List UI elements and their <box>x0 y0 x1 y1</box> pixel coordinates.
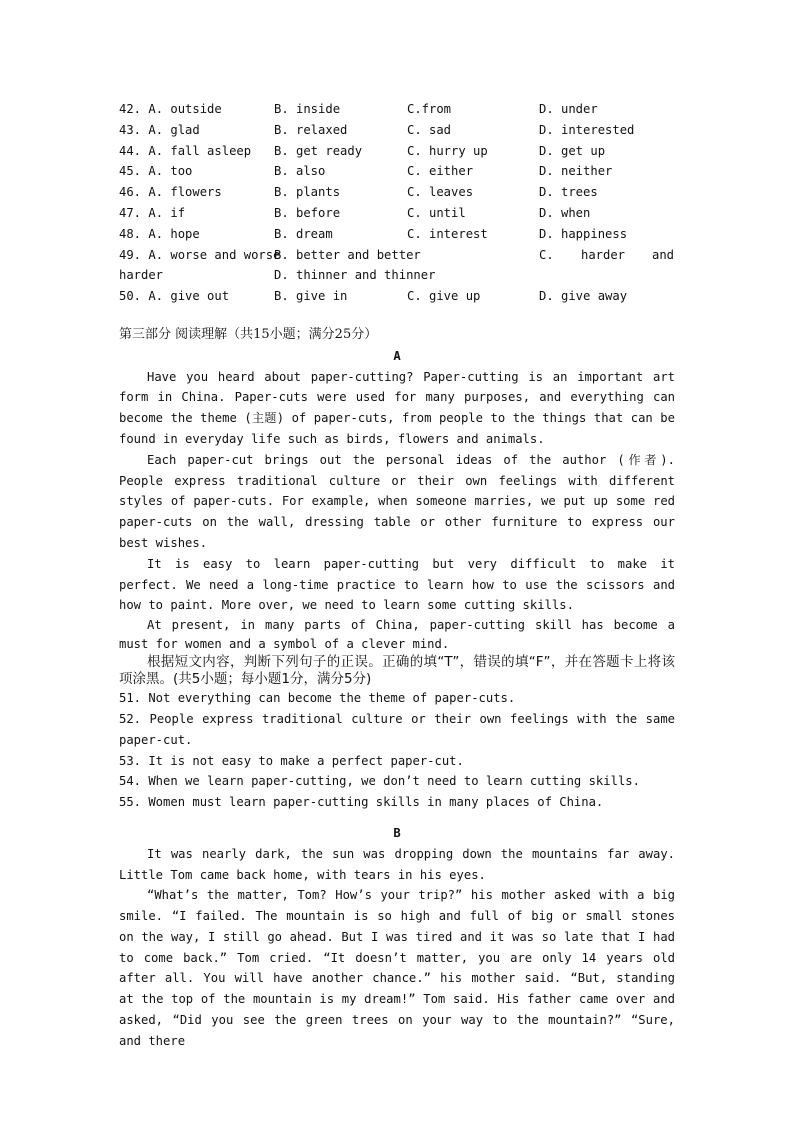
options-table <box>119 99 675 307</box>
passage-a-label: A <box>393 348 401 363</box>
option-d: D. neither <box>539 164 613 179</box>
passage-b-label: B <box>393 825 401 840</box>
option-b: B. inside <box>274 102 341 116</box>
option-d: D. thinner and thinner <box>274 268 436 283</box>
option-c: C. sad <box>407 122 452 137</box>
passage-a-paragraph: At present, in many parts of China, paper-cutting skill has become a must for women and a symbol of a clever mind. <box>119 618 675 652</box>
question-53: 53. It is not easy to make a perfect paper-cut. <box>119 753 464 768</box>
option-c: C. <box>539 247 554 262</box>
option-a: 43. A. glad <box>119 122 200 137</box>
option-c-continued: harder <box>119 268 164 283</box>
option-a: 48. A. hope <box>119 226 200 241</box>
option-b: B. dream <box>274 226 333 241</box>
option-c-text: harder <box>581 247 626 262</box>
option-d: D. interested <box>539 122 635 137</box>
instructions: 根据短文内容，判断下列句子的正误。正确的填“T”，错误的填“F”，并在答题卡上将该项涂黑。(共5小题；每小题1分，满分5分) <box>119 654 675 688</box>
option-row-43 <box>119 120 675 141</box>
option-row-42 <box>119 99 675 120</box>
option-c: C. hurry up <box>407 143 488 158</box>
option-d: D. when <box>539 205 591 220</box>
option-a: 46. A. flowers <box>119 185 222 200</box>
option-c: C. give up <box>407 289 481 304</box>
option-a: 44. A. fall asleep <box>119 143 252 158</box>
option-row-45 <box>119 161 675 182</box>
option-b: B. plants <box>274 185 341 200</box>
option-row-44 <box>119 141 675 162</box>
passage-a-paragraph: Have you heard about paper-cutting? Paper-cutting is an important art form in China. Paper-cuts were used for many purposes, and everything can become the theme (主题) of paper-cuts, from people to the things that can be found in everyday life such as birds, flowers and animals. <box>119 369 675 446</box>
option-a: 47. A. if <box>119 205 186 220</box>
option-row-47 <box>119 203 675 224</box>
exam-page <box>119 99 675 1052</box>
option-d: D. get up <box>539 143 606 158</box>
option-c: C. leaves <box>407 185 474 200</box>
option-c: C. until <box>407 205 466 220</box>
option-a: 45. A. too <box>119 164 193 179</box>
option-c: C. either <box>407 164 474 179</box>
option-b: B. get ready <box>274 143 363 158</box>
option-d: D. under <box>539 102 598 116</box>
option-b: B. better and better <box>274 247 421 262</box>
option-row-46 <box>119 182 675 203</box>
option-a: 42. A. outside <box>119 102 222 116</box>
option-b: B. relaxed <box>274 122 348 137</box>
option-row-49 <box>119 245 675 266</box>
question-55: 55. Women must learn paper-cutting skills in many places of China. <box>119 795 604 810</box>
option-d: D. trees <box>539 185 598 200</box>
question-51: 51. Not everything can become the theme of paper-cuts. <box>119 691 516 706</box>
option-d: D. happiness <box>539 226 628 241</box>
section-title: 第三部分 阅读理解（共15小题；满分25分） <box>119 326 378 342</box>
option-row-50 <box>119 286 675 307</box>
option-b: B. also <box>274 164 326 179</box>
option-c-and: and <box>652 247 675 262</box>
option-b: B. before <box>274 205 341 220</box>
option-c: C.from <box>407 102 452 116</box>
option-a: 50. A. give out <box>119 289 230 304</box>
option-row-48 <box>119 224 675 245</box>
question-52: 52. People express traditional culture or their own feelings with the same paper-cut. <box>119 711 675 747</box>
passage-a-paragraph: Each paper-cut brings out the personal ideas of the author (作者). People express traditional culture or their own feelings with different styles of paper-cuts. For example, when someone marries, we put up some red paper-cuts on the wall, dressing table or other furniture to express our best wishes. <box>119 452 675 550</box>
option-a: 49. A. worse and worse <box>119 247 281 262</box>
option-row-49-cont <box>119 265 675 286</box>
question-54: 54. When we learn paper-cutting, we don’t need to learn cutting skills. <box>119 774 640 789</box>
passage-b-paragraph: It was nearly dark, the sun was dropping down the mountains far away. Little Tom came back home, with tears in his eyes. <box>119 846 675 882</box>
passage-b-paragraph: “What’s the matter, Tom? How’s your trip?” his mother asked with a big smile. “I failed. The mountain is so high and full of big or small stones on the way, I still go ahead. But I was tired and it was so late that I had to come back.” Tom cried. “It doesn’t matter, you are only 14 years old after all. You will have another chance.” his mother said. “But, standing at the top of the mountain is my dream!” Tom said. His father came over and asked, “Did you see the green trees on your way to the mountain?” “Sure, and there <box>119 888 675 1048</box>
option-b: B. give in <box>274 289 348 304</box>
passage-a-paragraph: It is easy to learn paper-cutting but very difficult to make it perfect. We need a long-time practice to learn how to use the scissors and how to paint. More over, we need to learn some cutting skills. <box>119 556 675 613</box>
option-c: C. interest <box>407 226 488 241</box>
option-d: D. give away <box>539 289 628 304</box>
